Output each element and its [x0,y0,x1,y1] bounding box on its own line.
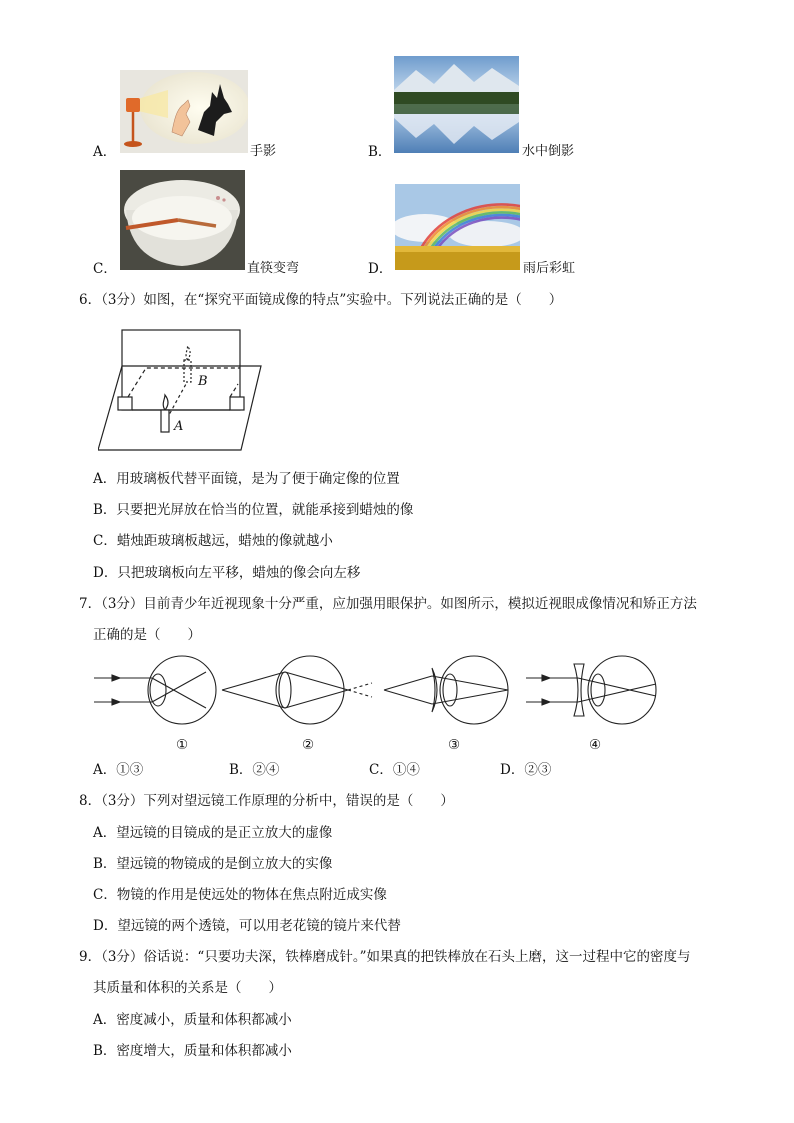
rainbow-image [395,184,520,270]
q7-option-d: D．②③ [500,762,552,778]
q9-stem-line2: 其质量和体积的关系是（ ） [93,980,282,996]
q8-option-a: A．望远镜的目镜成的是正立放大的虚像 [93,825,333,841]
water-reflection-image [394,56,519,153]
eye-figure-label-1: ① [176,737,189,753]
q9-stem-line1: 9．（3分）俗话说：“只要功夫深，铁棒磨成针。”如果真的把铁棒放在石头上磨，这一过程中它的密度与 [79,949,691,965]
q5-option-c-letter: C． [93,261,117,277]
eye-figure-label-4: ④ [589,737,602,753]
plane-mirror-diagram [98,324,268,456]
q5-option-b-caption: 水中倒影 [522,144,575,159]
q6-option-c: C．蜡烛距玻璃板越远，蜡烛的像就越小 [93,533,333,549]
q5-option-a-caption: 手影 [250,144,277,159]
q6-option-d: D．只把玻璃板向左平移，蜡烛的像会向左移 [93,565,361,581]
eye-figure-label-3: ③ [448,737,461,753]
q5-option-b-letter: B． [368,144,392,160]
q7-option-c: C．①④ [369,762,420,778]
q8-option-b: B．望远镜的物镜成的是倒立放大的实像 [93,856,333,872]
q8-stem: 8．（3分）下列对望远镜工作原理的分析中，错误的是（ ） [79,793,454,809]
q5-option-a-letter: A． [93,144,117,160]
mirror-label-b: B [198,374,208,389]
q7-stem-line2: 正确的是（ ） [93,627,201,643]
q5-option-d-letter: D． [368,261,393,277]
q8-option-c: C．物镜的作用是使远处的物体在焦点附近成实像 [93,887,387,903]
q6-option-b: B．只要把光屏放在恰当的位置，就能承接到蜡烛的像 [93,502,414,518]
bent-chopsticks-image [120,170,245,270]
shadow-puppet-image [120,70,248,153]
eye-diagrams [90,650,680,730]
q9-option-b: B．密度增大，质量和体积都减小 [93,1043,292,1059]
q8-option-d: D．望远镜的两个透镜，可以用老花镜的镜片来代替 [93,918,401,934]
q7-stem-line1: 7．（3分）目前青少年近视现象十分严重，应加强用眼保护。如图所示，模拟近视眼成像情况和矫正方法 [79,596,697,612]
q9-option-a: A．密度减小，质量和体积都减小 [93,1012,292,1028]
q6-stem: 6．（3分）如图，在“探究平面镜成像的特点”实验中。下列说法正确的是（ ） [79,292,563,308]
q6-option-a: A．用玻璃板代替平面镜，是为了便于确定像的位置 [93,471,400,487]
mirror-label-a: A [174,419,184,434]
q7-option-b: B．②④ [229,762,280,778]
q5-option-c-caption: 直筷变弯 [247,261,300,276]
q5-option-d-caption: 雨后彩虹 [523,261,576,276]
q7-option-a: A．①③ [93,762,144,778]
eye-figure-label-2: ② [302,737,315,753]
